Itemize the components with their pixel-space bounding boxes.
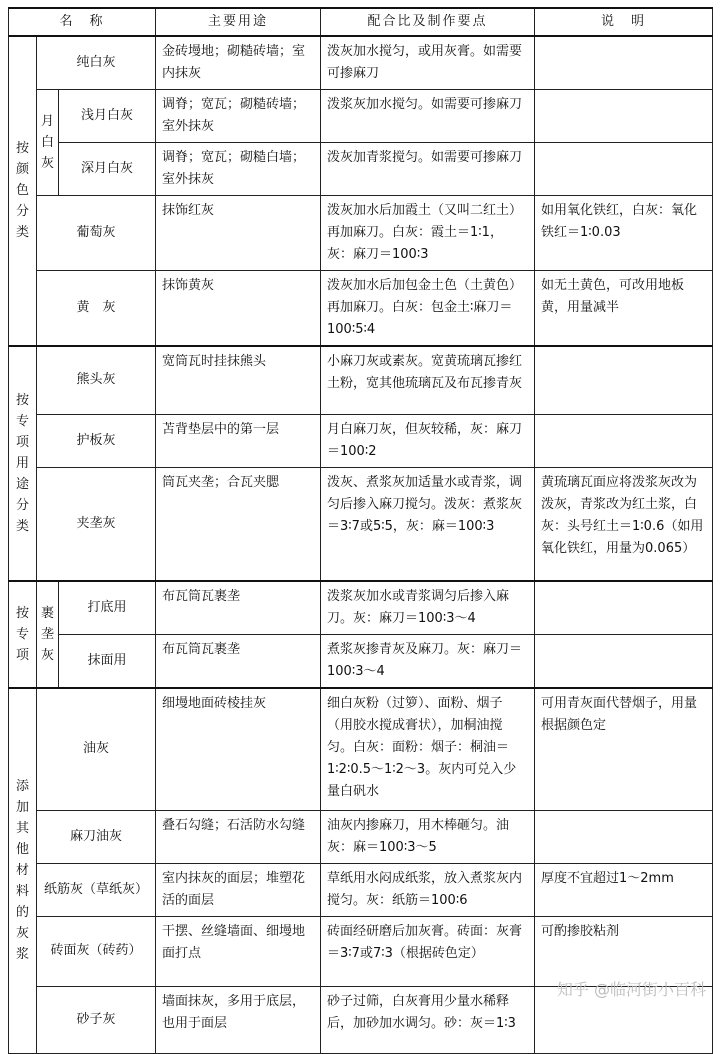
row-usage: 叠石勾缝；石活防水勾缝 [156, 810, 321, 863]
row-method: 泼灰、煮浆灰加适量水或青浆，调匀后掺入麻刀搅匀。泼灰：煮浆灰＝3∶7或5∶5，灰：麻＝100∶3 [321, 467, 535, 581]
subgroup-label-guolong: 裹垄灰 [37, 581, 59, 688]
table-row [9, 581, 713, 635]
table-row [9, 36, 713, 90]
row-usage: 筒瓦夹垄；合瓦夹腮 [156, 467, 321, 581]
row-method: 油灰内掺麻刀，用木棒砸匀。油灰：麻＝100∶3～5 [321, 810, 535, 863]
header-name: 名 称 [9, 8, 156, 36]
row-usage: 细墁地面砖棱挂灰 [156, 688, 321, 810]
row-name: 麻刀油灰 [37, 810, 156, 863]
table-row [9, 271, 713, 347]
row-name: 夹垄灰 [37, 467, 156, 581]
table-row [9, 196, 713, 271]
row-method: 砖面经研磨后加灰膏。砖面：灰膏＝3∶7或7∶3（根据砖色定） [321, 916, 535, 986]
row-method: 泼浆灰加水或青浆调匀后掺入麻刀。灰：麻刀＝100∶3～4 [321, 581, 535, 635]
row-usage: 室内抹灰的面层；堆塑花活的面层 [156, 863, 321, 916]
row-note: 可酌掺胶粘剂 [535, 916, 713, 986]
row-usage: 干摆、丝缝墙面、细墁地面打点 [156, 916, 321, 986]
row-method: 草纸用水闷成纸浆，放入煮浆灰内搅匀。灰：纸筋＝100∶6 [321, 863, 535, 916]
table-row [9, 863, 713, 916]
row-note [535, 810, 713, 863]
row-method: 泼灰加青浆搅匀。如需要可掺麻刀 [321, 143, 535, 196]
row-name: 砂子灰 [37, 986, 156, 1053]
row-method: 煮浆灰掺青灰及麻刀。灰：麻刀＝100∶3～4 [321, 635, 535, 689]
table-row [9, 414, 713, 467]
row-name: 浅月白灰 [59, 90, 156, 143]
table-row [9, 635, 713, 689]
row-name: 熊头灰 [37, 346, 156, 414]
row-name: 深月白灰 [59, 143, 156, 196]
row-note [535, 635, 713, 689]
row-note [535, 346, 713, 414]
row-method: 泼灰加水搅匀，或用灰膏。如需要可掺麻刀 [321, 36, 535, 90]
table-row [9, 90, 713, 143]
row-usage: 苫背垫层中的第一层 [156, 414, 321, 467]
row-usage: 宽筒瓦时挂抹熊头 [156, 346, 321, 414]
table-row [9, 688, 713, 810]
row-note [535, 414, 713, 467]
row-usage: 调脊；宽瓦；砌糙砖墙；室外抹灰 [156, 90, 321, 143]
group-label-additives: 添加其他材料的灰浆 [9, 688, 37, 1053]
row-method: 泼浆灰加水搅匀。如需要可掺麻刀 [321, 90, 535, 143]
row-note [535, 581, 713, 635]
row-usage: 调脊；宽瓦；砌糙白墙；室外抹灰 [156, 143, 321, 196]
row-note [535, 36, 713, 90]
row-usage: 金砖墁地；砌糙砖墙；室内抹灰 [156, 36, 321, 90]
header-note: 说 明 [535, 8, 713, 36]
group-label-special-use: 按专项用途分类 [9, 346, 37, 581]
table-row [9, 916, 713, 986]
row-name: 打底用 [59, 581, 156, 635]
row-name: 葡萄灰 [37, 196, 156, 271]
row-method: 砂子过筛，白灰膏用少量水稀释后，加砂加水调匀。砂：灰＝1∶3 [321, 986, 535, 1053]
row-method: 月白麻刀灰，但灰较稀，灰：麻刀＝100∶2 [321, 414, 535, 467]
row-name: 纸筋灰（草纸灰） [37, 863, 156, 916]
row-name: 黄 灰 [37, 271, 156, 347]
row-method: 细白灰粉（过箩）、面粉、烟子（用胶水搅成膏状），加桐油搅匀。白灰：面粉：烟子：桐油＝1∶2∶0.5～1∶2～3。灰内可兑入少量白矾水 [321, 688, 535, 810]
row-name: 护板灰 [37, 414, 156, 467]
row-name: 砖面灰（砖药） [37, 916, 156, 986]
row-name: 抹面用 [59, 635, 156, 689]
watermark: 知乎 @临河街小百科 [556, 980, 706, 999]
row-usage: 墙面抹灰，多用于底层，也用于面层 [156, 986, 321, 1053]
row-note [535, 90, 713, 143]
row-usage: 抹饰红灰 [156, 196, 321, 271]
row-name: 油灰 [37, 688, 156, 810]
row-method: 小麻刀灰或素灰。宽黄琉璃瓦掺红土粉，宽其他琉璃瓦及布瓦掺青灰 [321, 346, 535, 414]
mortar-table [8, 7, 713, 1054]
row-method: 泼灰加水后加包金土色（土黄色）再加麻刀。白灰：包金土∶麻刀＝100∶5∶4 [321, 271, 535, 347]
group-label-special-a: 按专项 [9, 581, 37, 688]
table-row [9, 467, 713, 581]
row-note: 如无土黄色，可改用地板黄，用量减半 [535, 271, 713, 347]
row-usage: 抹饰黄灰 [156, 271, 321, 347]
header-usage: 主要用途 [156, 8, 321, 36]
table-row [9, 346, 713, 414]
row-name: 纯白灰 [37, 36, 156, 90]
group-label-color: 按颜色分类 [9, 36, 37, 346]
row-usage: 布瓦筒瓦裹垄 [156, 635, 321, 689]
row-method: 泼灰加水后加霞土（又叫二红土）再加麻刀。白灰：霞土＝1∶1，灰：麻刀＝100∶3 [321, 196, 535, 271]
row-note [535, 143, 713, 196]
row-usage: 布瓦筒瓦裹垄 [156, 581, 321, 635]
table-row [9, 143, 713, 196]
row-note: 可用青灰面代替烟子，用量根据颜色定 [535, 688, 713, 810]
table-row [9, 810, 713, 863]
row-note: 厚度不宜超过1～2mm [535, 863, 713, 916]
row-note: 黄琉璃瓦面应将泼浆灰改为泼灰，青浆改为红土浆，白灰：头号红土＝1∶0.6（如用氧化铁红，用量为0.065） [535, 467, 713, 581]
subgroup-label-yuebai: 月白灰 [37, 90, 59, 196]
header-method: 配合比及制作要点 [321, 8, 535, 36]
table-header-row [9, 8, 713, 36]
row-note: 如用氧化铁红，白灰：氧化铁红＝1∶0.03 [535, 196, 713, 271]
